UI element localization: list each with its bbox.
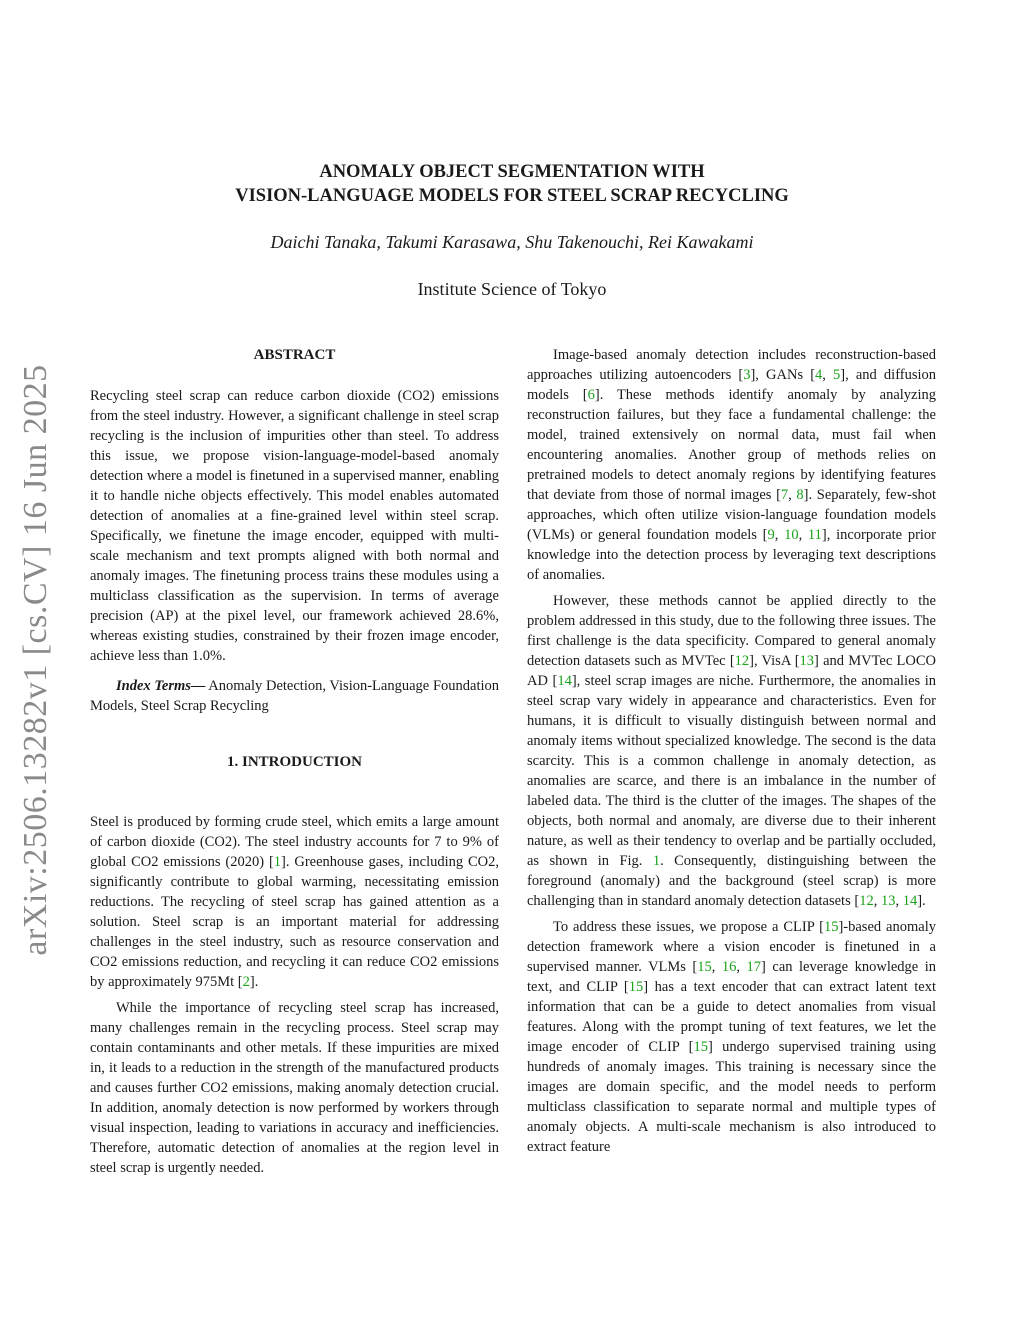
citation-link[interactable]: 15 <box>628 979 644 995</box>
citation-link[interactable]: 15 <box>697 959 712 975</box>
intro-paragraph-2: While the importance of recycling steel scrap has increased, many challenges remain in the recycling process. Steel scrap may contain contaminants and other metals. If these impurities are mixed in, it leads to a reduction in the strength of the manufactured products and causes further CO2 emissions, making anomaly detection crucial. In addition, anomaly detection is now performed by workers through visual inspection, leading to variations in accuracy and inefficiencies. Therefore, automatic detection of anomalies at the region level in steel scrap is urgently needed. <box>90 1000 499 1176</box>
citation-link[interactable]: 14 <box>557 673 572 689</box>
citation-link[interactable]: 14 <box>902 893 918 909</box>
citation-link[interactable]: 16 <box>721 959 737 975</box>
citation-link[interactable]: 15 <box>823 919 839 935</box>
index-terms-text: Anomaly Detection, Vision-Language Foundation Models, Steel Scrap Recycling <box>90 678 499 714</box>
citation-link[interactable]: 2 <box>242 974 250 990</box>
citation-link[interactable]: 15 <box>693 1039 708 1055</box>
citation-link[interactable]: 5 <box>833 367 841 383</box>
citation-link[interactable]: 13 <box>880 893 896 909</box>
title-line-2: VISION-LANGUAGE MODELS FOR STEEL SCRAP RECYCLING <box>235 186 789 206</box>
citation-link[interactable]: 11 <box>807 527 822 543</box>
paper-title <box>150 160 874 208</box>
citation-link[interactable]: 12 <box>734 653 750 669</box>
citation-link[interactable]: 17 <box>746 959 762 975</box>
citation-link[interactable]: 1 <box>273 854 282 870</box>
title-line-1: ANOMALY OBJECT SEGMENTATION WITH <box>319 162 705 182</box>
author-list: Daichi Tanaka, Takumi Karasawa, Shu Takenouchi, Rei Kawakami <box>270 232 754 252</box>
citation-link[interactable]: 8 <box>796 487 804 503</box>
intro-heading: 1. INTRODUCTION <box>226 754 362 770</box>
right-paragraph-1: Image-based anomaly detection includes reconstruction-based approaches utilizing autoencoders [3], GANs [4, 5], and diffusion models [6]. These methods identify anomaly by analyzing reconstruction failures, but they face a fundamental challenge: the model, trained extensively on normal data, must fail when encountering anomalies. Another group of methods relies on pretrained models to detect anomaly regions by identifying features that deviate from those of normal images [7, 8]. Separately, few-shot approaches, which often utilize vision-language foundation models (VLMs) or general foundation models [9, 10, 11], incorporate prior knowledge into the detection process by leveraging text descriptions of anomalies. <box>527 347 937 583</box>
citation-link[interactable]: 12 <box>859 893 874 909</box>
citation-link[interactable]: 4 <box>815 367 823 383</box>
citation-link[interactable]: 10 <box>784 527 799 543</box>
citation-link[interactable]: 3 <box>743 367 751 383</box>
index-terms <box>90 676 499 716</box>
citation-link[interactable]: 7 <box>780 487 789 503</box>
right-paragraph-2: However, these methods cannot be applied directly to the problem addressed in this study, due to the following three issues. The first challenge is the data specificity. Compared to general anomaly detection datasets such as MVTec [12], VisA [13] and MVTec LOCO AD [14], steel scrap images are niche. Furthermore, the anomalies in steel scrap vary widely in appearance and characteristics. Even for humans, it is difficult to visually distinguish between normal and anomaly items without specialized knowledge. The second is the data scarcity. This is a common challenge in anomaly detection, as anomalies are scarce, and there is an imbalance in the number of labeled data. The third is the clutter of the images. The shapes of the objects, both normal and anomaly, are diverse due to their inherent nature, as well as their tendency to overlap and be partially occluded, as shown in Fig. 1. Consequently, distinguishing between the foreground (anomaly) and the background (steel scrap) is more challenging than in standard anomaly detection datasets [12, 13, 14]. <box>527 593 936 909</box>
figure-link[interactable]: 1 <box>652 853 661 869</box>
citation-link[interactable]: 13 <box>799 653 815 669</box>
citation-link[interactable]: 9 <box>767 527 775 543</box>
left-column <box>90 345 499 1178</box>
abstract-text: Recycling steel scrap can reduce carbon dioxide (CO2) emissions from the steel industry. However, a significant challenge in steel scrap recycling is the inclusion of impurities other than steel. To address this issue, we propose vision-language-model-based anomaly detection where a model is finetuned in a supervised manner, enabling it to handle niche objects effectively. This model enables automated detection of anomalies at a fine-grained level within steel scrap. Specifically, we finetune the image encoder, equipped with multi-scale mechanism and text prompts aligned with both normal and anomaly images. The finetuning process trains these modules using a multiclass classification as the supervision. In terms of average precision (AP) at the pixel level, our framework achieved 28.6%, whereas existing studies, constrained by their frozen image encoder, achieve less than 1.0%. <box>90 388 499 664</box>
intro-paragraph-1: Steel is produced by forming crude steel, which emits a large amount of carbon dioxide (CO2). The steel industry accounts for 7 to 9% of global CO2 emissions (2020) [1]. Greenhouse gases, including CO2, significantly contribute to global warming, necessitating emission reductions. The recycling of steel scrap has gained attention as a solution. Steel scrap is an important material for addressing challenges in the steel industry, such as resource conservation and CO2 emissions reduction, and recycling it can reduce CO2 emissions by approximately 975Mt [2]. <box>90 814 500 990</box>
affiliation: Institute Science of Tokyo <box>417 279 607 299</box>
right-column <box>527 345 936 1157</box>
index-terms-label: Index Terms— <box>116 678 206 694</box>
citation-link[interactable]: 6 <box>587 387 595 403</box>
abstract-heading: ABSTRACT <box>253 347 336 363</box>
arxiv-identifier: arXiv:2506.13282v1 [cs.CV] 16 Jun 2025 <box>17 364 54 956</box>
right-paragraph-3: To address these issues, we propose a CLIP [15]-based anomaly detection framework where a vision encoder is finetuned in a supervised manner. VLMs [15, 16, 17] can leverage knowledge in text, and CLIP [15] has a text encoder that can extract latent text information that can be a guide to detect anomalies from visual features. Along with the prompt tuning of text features, we let the image encoder of CLIP [15] undergo supervised training using hundreds of anomaly images. This training is necessary since the images are domain specific, and the model needs to perform multiclass classification to separate normal and multiple types of anomaly objects. A multi-scale mechanism is also introduced to extract feature <box>527 919 937 1155</box>
